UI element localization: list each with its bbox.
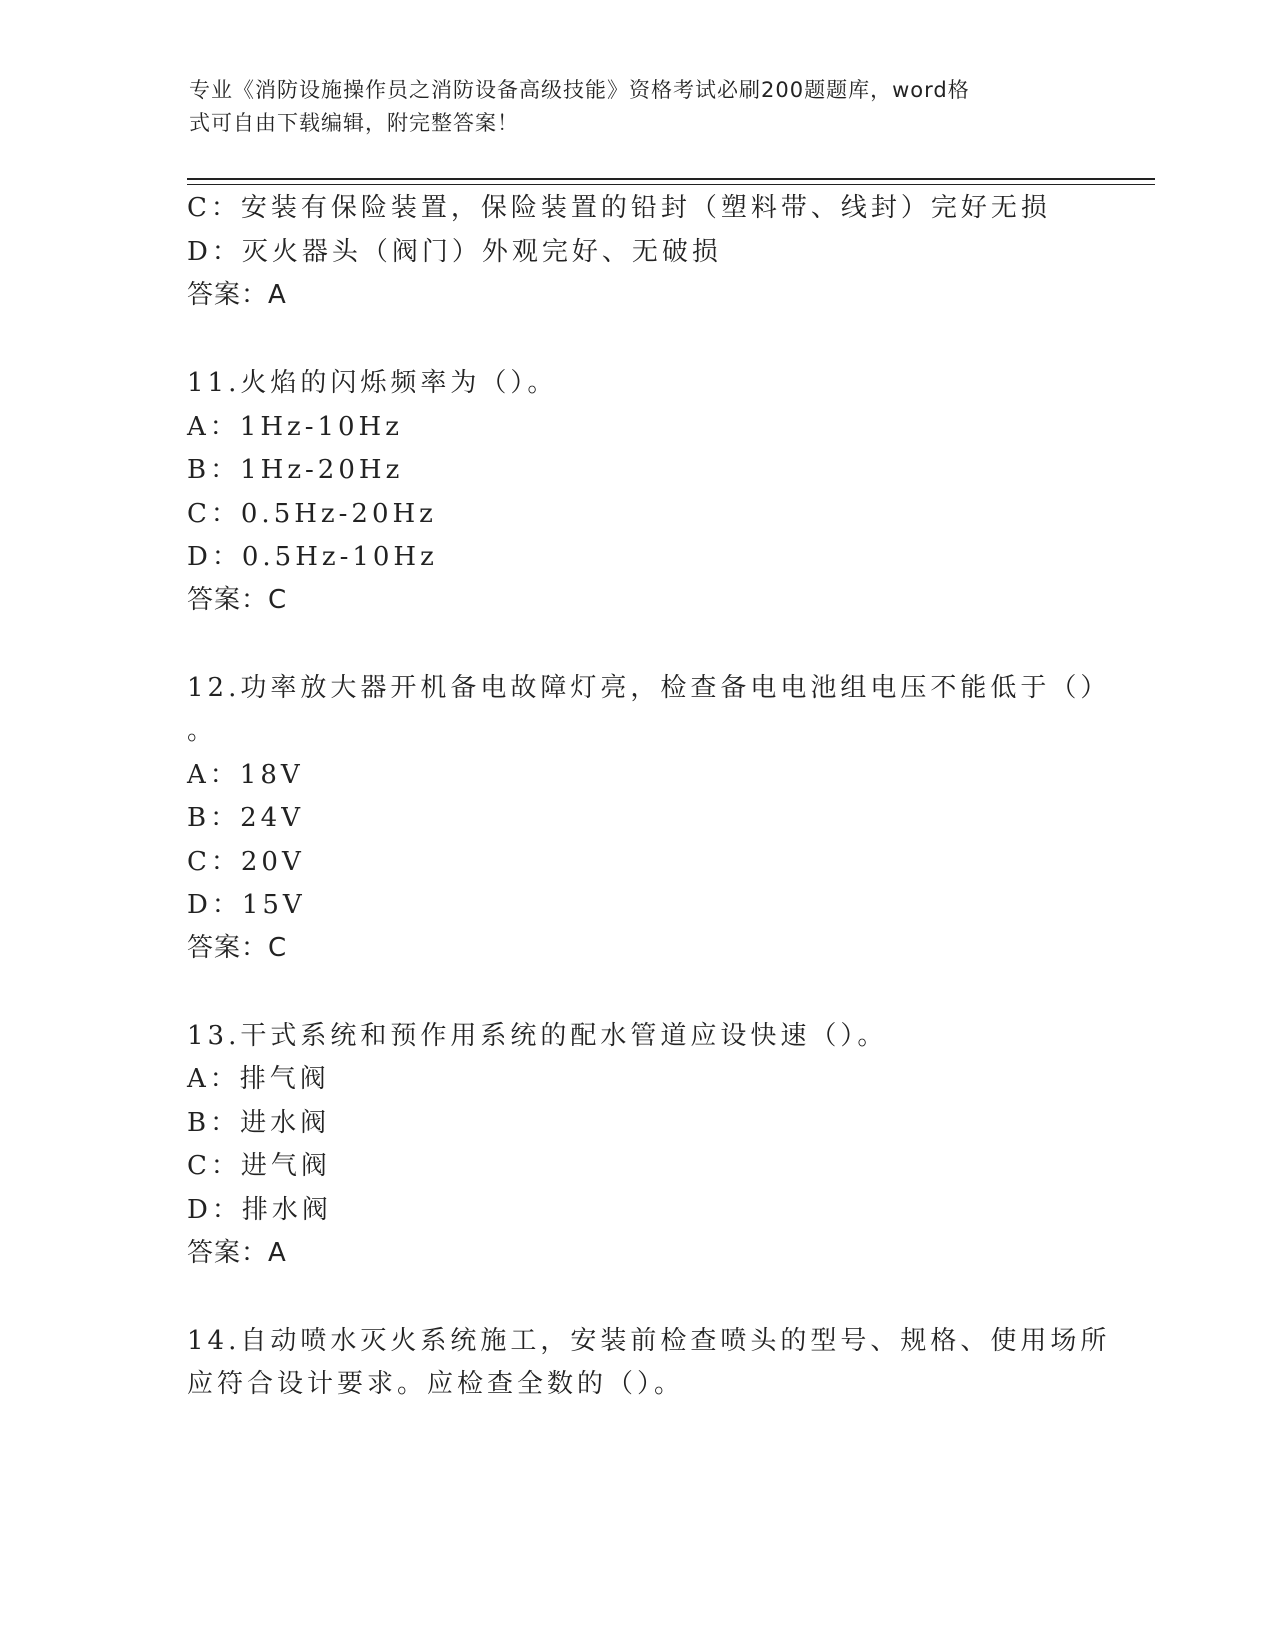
q11-option-d: D：0.5Hz-10Hz [187,542,438,572]
q13-stem: 13.干式系统和预作用系统的配水管道应设快速（）。 [187,1021,888,1051]
q12-option-c: C：20V [187,847,305,877]
prev-option-d: D：灭火器头（阀门）外观完好、无破损 [187,237,722,267]
prev-option-c: C：安装有保险装置，保险装置的铅封（塑料带、线封）完好无损 [187,193,1051,223]
header-divider-thick [187,178,1155,180]
q12-option-b: B：24V [187,803,304,833]
q13-option-c: C：进气阀 [187,1151,331,1181]
q11-answer: 答案：C [187,585,288,615]
q12-option-a: A：18V [187,760,304,790]
q13-option-d: D：排水阀 [187,1195,332,1225]
q13-option-b: B：进水阀 [187,1108,331,1138]
q11-option-c: C：0.5Hz-20Hz [187,499,437,529]
q11-option-b: B：1Hz-20Hz [187,455,404,485]
q14-stem-line-1: 14.自动喷水灭火系统施工，安装前检查喷头的型号、规格、使用场所 [187,1326,1111,1356]
q12-stem-line-1: 12.功率放大器开机备电故障灯亮，检查备电电池组电压不能低于（） [187,673,1111,703]
q12-option-d: D：15V [187,890,306,920]
header-line-2: 式可自由下载编辑，附完整答案！ [189,111,519,135]
q11-stem: 11.火焰的闪烁频率为（）。 [187,368,558,398]
header-divider-thin [187,184,1155,185]
document-header [189,74,1089,140]
q13-answer: 答案：A [187,1238,287,1268]
q12-answer: 答案：C [187,933,288,963]
header-line-1: 专业《消防设施操作员之消防设备高级技能》资格考试必刷200题题库，word格 [189,78,970,102]
prev-answer: 答案：A [187,280,287,310]
q13-option-a: A：排气阀 [187,1064,330,1094]
q14-stem-line-2: 应符合设计要求。应检查全数的（）。 [187,1369,685,1399]
q11-option-a: A：1Hz-10Hz [187,412,403,442]
q12-stem-line-2: 。 [187,716,218,746]
